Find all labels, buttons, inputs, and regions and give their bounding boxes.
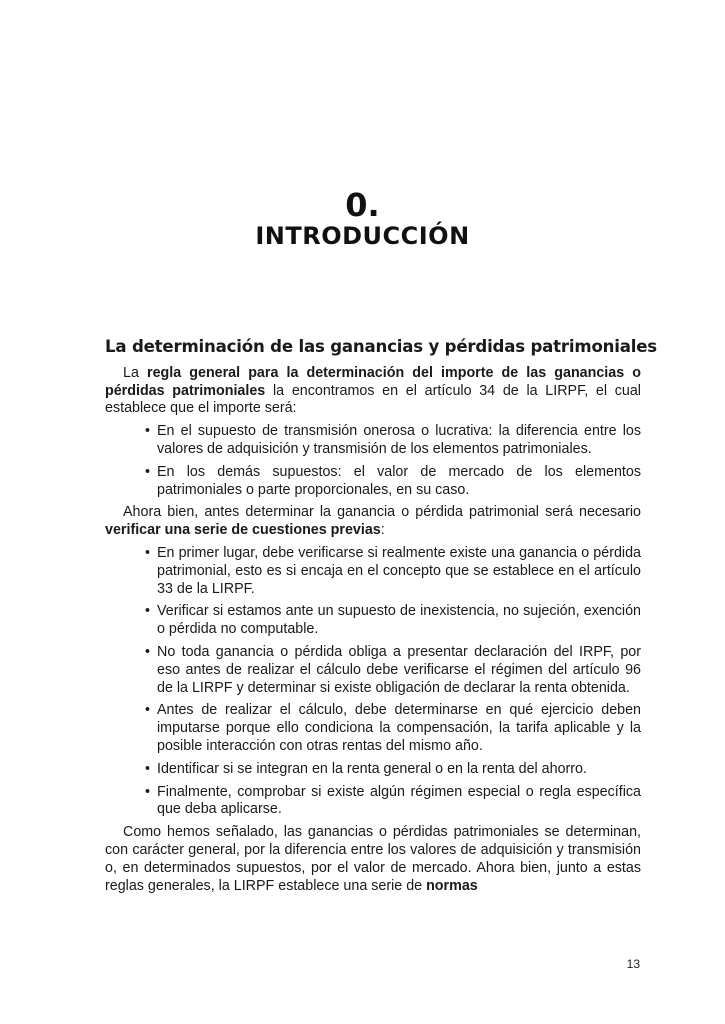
paragraph-2-start: Ahora bien, antes determinar la ganancia o pérdida patrimonial será necesario bbox=[123, 504, 641, 521]
paragraph-1 bbox=[105, 365, 641, 418]
chapter-number: 0. bbox=[345, 186, 380, 224]
paragraph-3-start: Como hemos señalado, las ganancias o pérdidas patrimoniales se determinan, con carácter general, por la diferencia entre los valores de adquisición y transmisión o, en determinados supuestos, por el valor de mercado. Ahora bien, junto a estas reglas generales, la LIRPF establece una serie de bbox=[105, 824, 641, 894]
paragraph-1-end: la encontramos en el artículo 34 de la LIRPF, el cual establece que el importe será: bbox=[105, 382, 641, 417]
paragraph-1-start: La bbox=[123, 364, 147, 381]
page-number: 13 bbox=[626, 957, 640, 971]
paragraph-1-bold: regla general para la determinación del importe de las ganancias o pérdidas patrimoniales bbox=[105, 364, 642, 399]
list-item: • No toda ganancia o pérdida obliga a presentar declaración del IRPF, por eso antes de realizar el cálculo debe verificarse el régimen del artículo 96 de la LIRPF y determinar si existe obligación de declarar la renta obtenida. bbox=[145, 644, 641, 697]
section-heading: La determinación de las ganancias y pérdidas patrimoniales bbox=[105, 337, 657, 356]
paragraph-3 bbox=[105, 824, 641, 895]
section-body bbox=[105, 337, 657, 900]
paragraph-2 bbox=[105, 504, 641, 540]
paragraph-2-end: : bbox=[380, 522, 385, 539]
paragraph-3-bold: normas bbox=[426, 877, 478, 894]
paragraph-2-bold: verificar una serie de cuestiones previas bbox=[105, 522, 381, 539]
list-item: • En primer lugar, debe verificarse si realmente existe una ganancia o pérdida patrimonial, esto es si encaja en el concepto que se establece en el artículo 33 de la LIRPF. bbox=[145, 545, 641, 598]
list-item: • En los demás supuestos: el valor de mercado de los elementos patrimoniales o parte proporcionales, en su caso. bbox=[145, 464, 641, 500]
chapter-title: INTRODUCCIÓN bbox=[255, 222, 470, 250]
list-item: • Identificar si se integran en la renta general o en la renta del ahorro. bbox=[145, 761, 641, 779]
list-item: • Finalmente, comprobar si existe algún régimen especial o regla específica que deba aplicarse. bbox=[145, 784, 641, 820]
list-item: • En el supuesto de transmisión onerosa o lucrativa: la diferencia entre los valores de adquisición y transmisión de los elementos patrimoniales. bbox=[145, 423, 641, 459]
bullet-list-2 bbox=[105, 545, 641, 819]
list-item: • Verificar si estamos ante un supuesto de inexistencia, no sujeción, exención o pérdida no computable. bbox=[145, 603, 641, 639]
list-item: • Antes de realizar el cálculo, debe determinarse en qué ejercicio deben imputarse porque ello condiciona la compensación, la tarifa aplicable y la posible interacción con otras rentas del mismo año. bbox=[145, 702, 641, 755]
bullet-list-1 bbox=[105, 423, 641, 499]
